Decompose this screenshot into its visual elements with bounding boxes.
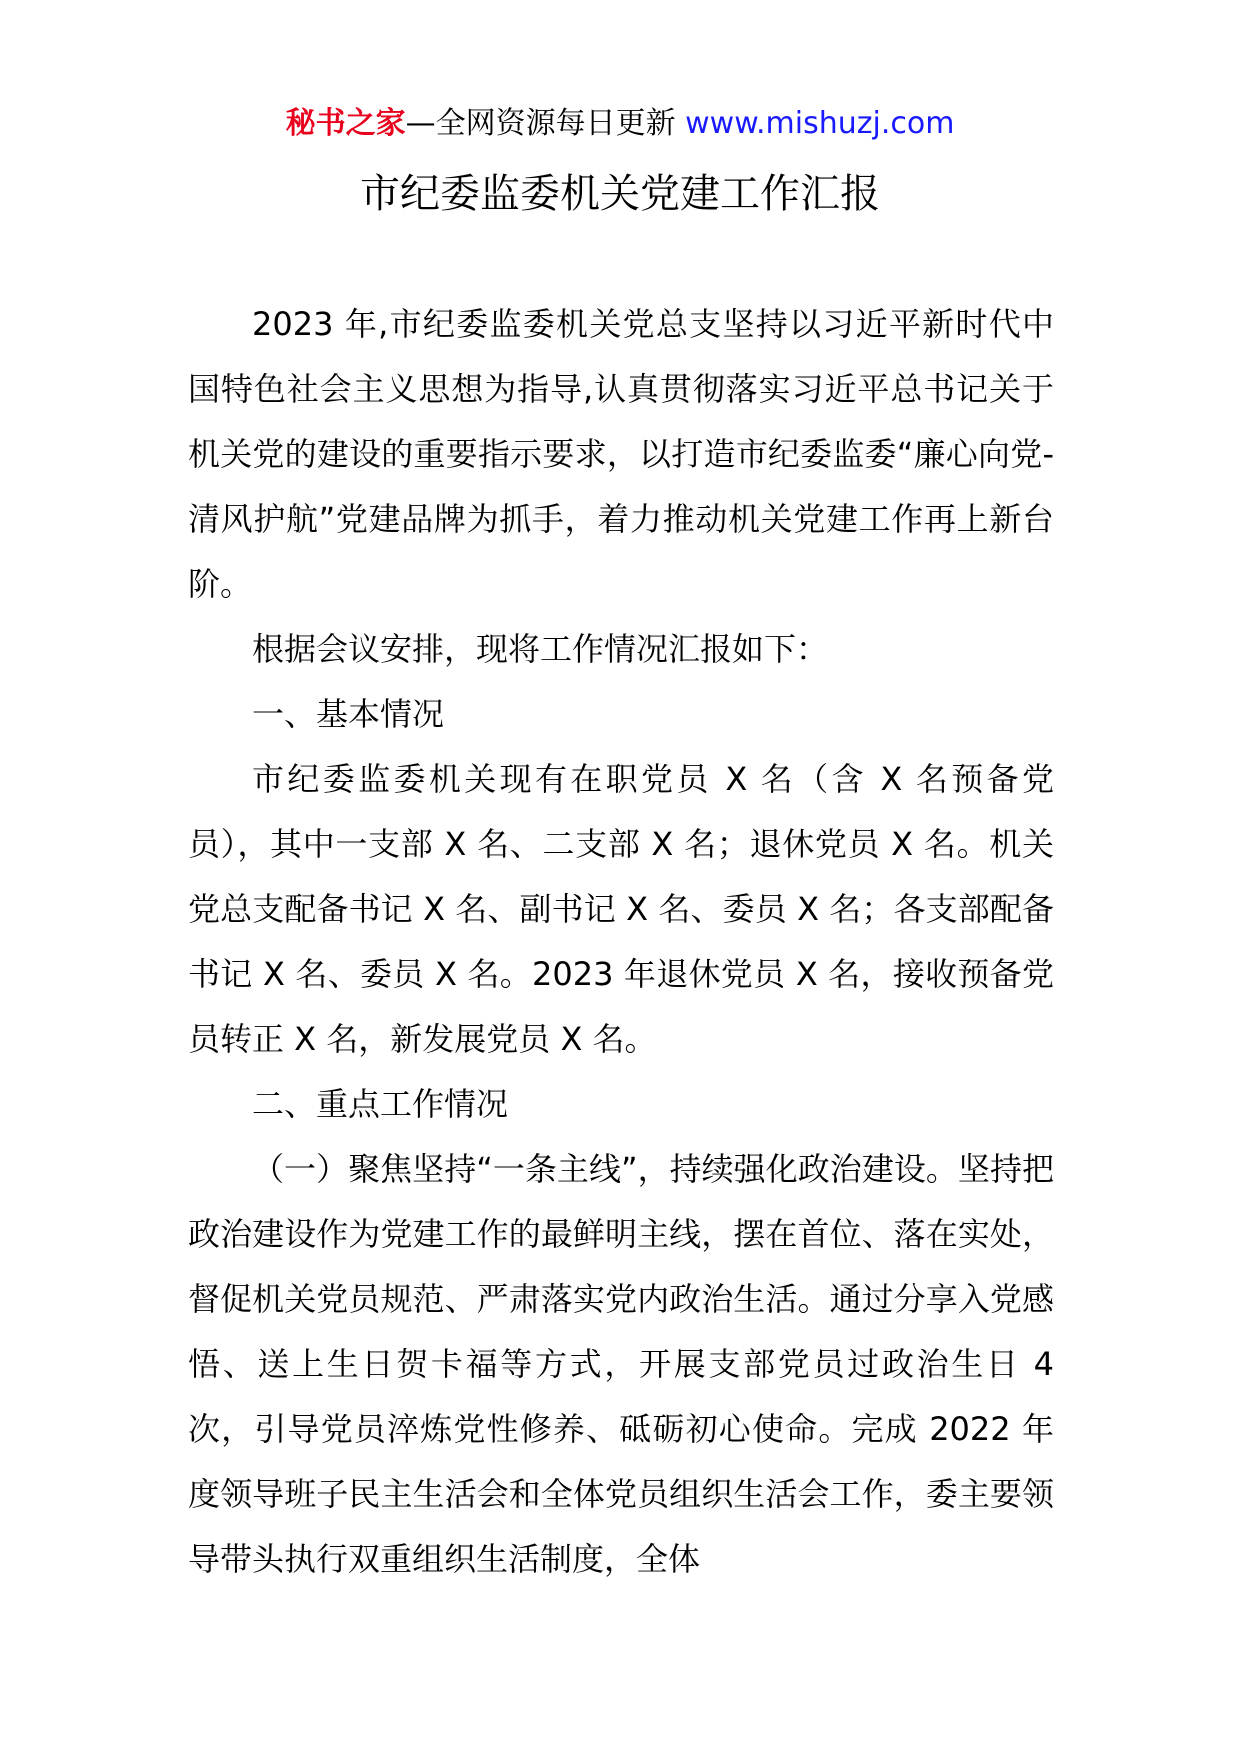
- brand-name: 秘书之家: [285, 106, 406, 141]
- section-heading-basic: 一、基本情况: [252, 695, 445, 733]
- section-heading-key-work: 二、重点工作情况: [252, 1085, 509, 1123]
- document-body: [188, 292, 1054, 1592]
- paragraph-basic-info: 市纪委监委机关现有在职党员 X 名（含 X 名预备党员），其中一支部 X 名、二支部 X 名；退休党员 X 名。机关党总支配备书记 X 名、副书记 X 名、委员 X 名；各支部配备书记 X 名、委员 X 名。2023 年退休党员 X 名，接收预备党员转正 X 名，新发展党员 X 名。: [188, 760, 1054, 1058]
- site-link[interactable]: www.mishuzj.com: [685, 106, 955, 141]
- header-tagline: —全网资源每日更新: [405, 106, 686, 141]
- site-header: [0, 104, 1240, 144]
- paragraph-intro: 2023 年,市纪委监委机关党总支坚持以习近平新时代中国特色社会主义思想为指导,认真贯彻落实习近平总书记关于机关党的建设的重要指示要求，以打造市纪委监委“廉心向党-清风护航”党建品牌为抓手，着力推动机关党建工作再上新台阶。: [188, 305, 1054, 603]
- document-title: 市纪委监委机关党建工作汇报: [360, 171, 880, 217]
- paragraph-political-building: （一）聚焦坚持“一条主线”，持续强化政治建设。坚持把政治建设作为党建工作的最鲜明主线，摆在首位、落在实处，督促机关党员规范、严肃落实党内政治生活。通过分享入党感悟、送上生日贺卡福等方式，开展支部党员过政治生日 4 次，引导党员淬炼党性修养、砥砺初心使命。完成 2022 年度领导班子民主生活会和全体党员组织生活会工作，委主要领导带头执行双重组织生活制度，全体: [188, 1150, 1054, 1578]
- paragraph-arrangement: 根据会议安排，现将工作情况汇报如下：: [252, 630, 829, 668]
